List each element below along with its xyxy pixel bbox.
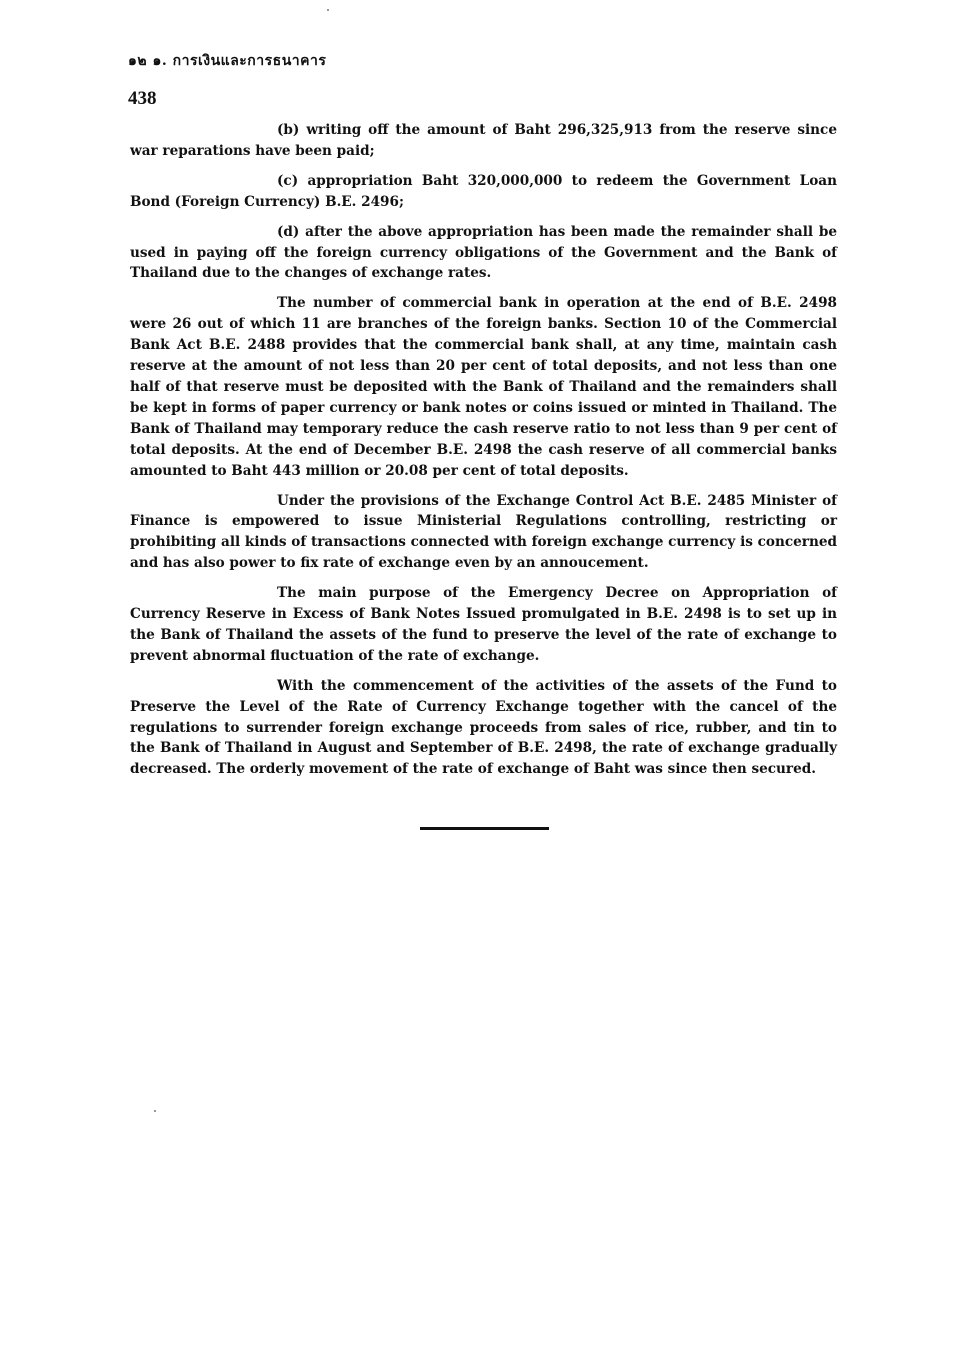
scan-speck: [327, 9, 329, 11]
body-text: [130, 120, 837, 780]
running-header: ๑๒ ๑. การเงินและการธนาคาร: [128, 53, 327, 69]
scan-speck: [154, 1110, 156, 1112]
paragraph-exchange-control: Under the provisions of the Exchange Control Act B.E. 2485 Minister of Finance is empowered to issue Ministerial Regulations controlling, restricting or prohibiting all kinds of transactions connected with foreign exchange currency is concerned and has also power to fix rate of exchange even by an annoucement.: [130, 492, 837, 572]
paragraph-fund-activities: With the commencement of the activities of the assets of the Fund to Preserve the Level of the Rate of Currency Exchange together with the cancel of the regulations to surrender foreign exchange proceeds from sales of rice, rubber, and tin to the Bank of Thailand in August and September of B.E. 2498, the rate of exchange gradually decreased. The orderly movement of the rate of exchange of Baht was since then secured.: [130, 677, 837, 778]
paragraph-item-d: (d) after the above appropriation has been made the remainder shall be used in paying off the foreign currency obligations of the Government and the Bank of Thailand due to the changes of exchange rates.: [130, 223, 837, 282]
paragraph-emergency-decree: The main purpose of the Emergency Decree on Appropriation of Currency Reserve in Excess of Bank Notes Issued promulgated in B.E. 2498 is to set up in the Bank of Thailand the assets of the fund to preserve the level of the rate of exchange to prevent abnormal fluctuation of the rate of exchange.: [130, 585, 837, 664]
page-number: 438: [128, 88, 157, 109]
paragraph-item-b: (b) writing off the amount of Baht 296,325,913 from the reserve since war reparations have been paid;: [130, 122, 837, 159]
paragraph-item-c: (c) appropriation Baht 320,000,000 to redeem the Government Loan Bond (Foreign Currency) B.E. 2496;: [130, 172, 837, 210]
paragraph-commercial-banks: The number of commercial bank in operation at the end of B.E. 2498 were 26 out of which 11 are branches of the foreign banks. Section 10 of the Commercial Bank Act B.E. 2488 provides that the commercial bank shall, at any time, maintain cash reserve at the amount of not less than 20 per cent of total deposits, and not less than one half of that reserve must be deposited with the Bank of Thailand and the remainders shall be kept in forms of paper currency or bank notes or coins issued or minted in Thailand. The Bank of Thailand may temporary reduce the cash reserve ratio to not less than 9 per cent of total deposits. At the end of December B.E. 2498 the cash reserve of all commercial banks amounted to Baht 443 million or 20.08 per cent of total deposits.: [130, 295, 837, 479]
end-rule: [420, 827, 549, 830]
